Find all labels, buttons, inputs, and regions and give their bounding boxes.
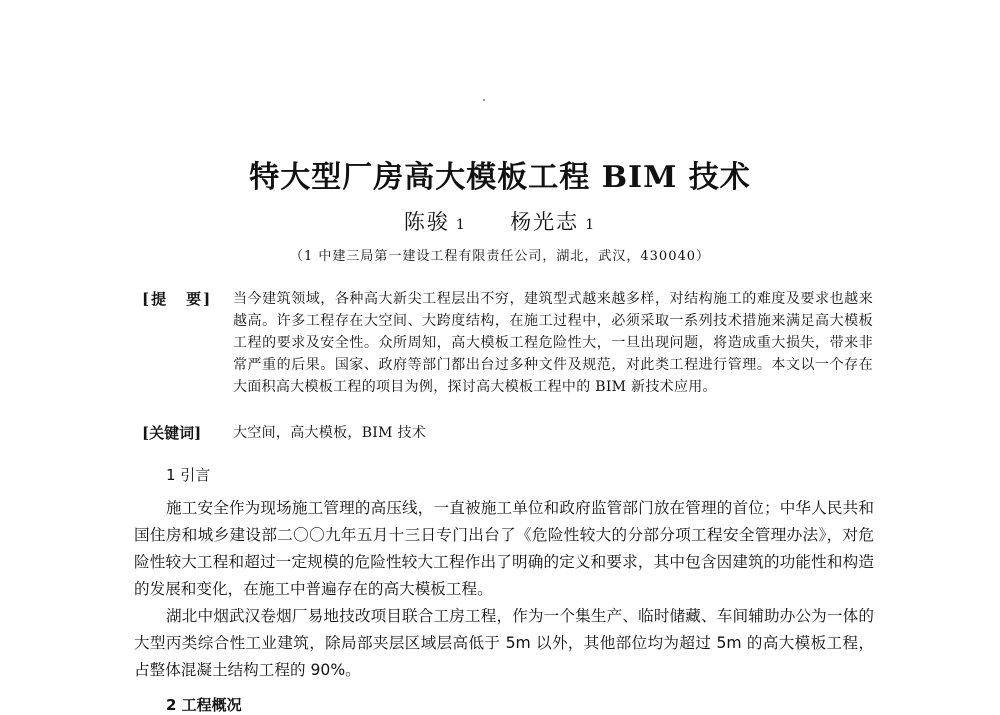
abstract-label: [提 要]: [142, 290, 213, 308]
author-affiliation-mark: 1: [585, 217, 597, 233]
body-paragraph: 湖北中烟武汉卷烟厂易地技改项目联合工房工程，作为一个集生产、临时储藏、车间辅助办公为一体的大型丙类综合性工业建筑，除局部夹层区域层高低于 5m 以外，其他部位均为超过 5m 的高大模板工程，占整体混凝土结构工程的 90%。: [134, 607, 874, 679]
author-affiliation-mark: 1: [455, 217, 467, 233]
paper-title: 特大型厂房高大模板工程 BIM 技术: [249, 160, 751, 195]
abstract-text: 当今建筑领域，各种高大新尖工程层出不穷，建筑型式越来越多样，对结构施工的难度及要求也越来越高。许多工程存在大空间、大跨度结构，在施工过程中，必须采取一系列技术措施来满足高大模板工程的要求及安全性。众所周知，高大模板工程危险性大，一旦出现问题，将造成重大损失，带来非常严重的后果。国家、政府等部门都出台过多种文件及规范，对此类工程进行管理。本文以一个存在大面积高大模板工程的项目为例，探讨高大模板工程中的 BIM 新技术应用。: [233, 291, 873, 395]
scan-speck: [483, 99, 485, 101]
affiliation: （1 中建三局第一建设工程有限责任公司，湖北，武汉，430040）: [289, 249, 711, 264]
author-name: 陈骏: [403, 210, 450, 234]
body-paragraph: 施工安全作为现场施工管理的高压线，一直被施工单位和政府监管部门放在管理的首位；中华人民共和国住房和城乡建设部二〇〇九年五月十三日专门出台了《危险性较大的分部分项工程安全管理办法》，对危险性较大工程和超过一定规模的危险性较大工程作出了明确的定义和要求，其中包含因建筑的功能性和构造的发展和变化，在施工中普遍存在的高大模板工程。: [134, 499, 874, 598]
section-heading: 2 工程概况: [166, 696, 242, 714]
keywords-label: [关键词]: [142, 424, 202, 442]
section-heading: 1 引言: [166, 466, 211, 484]
author-name: 杨光志: [510, 210, 580, 234]
keywords-text: 大空间，高大模板，BIM 技术: [233, 425, 427, 441]
author-line: [0, 206, 1000, 236]
